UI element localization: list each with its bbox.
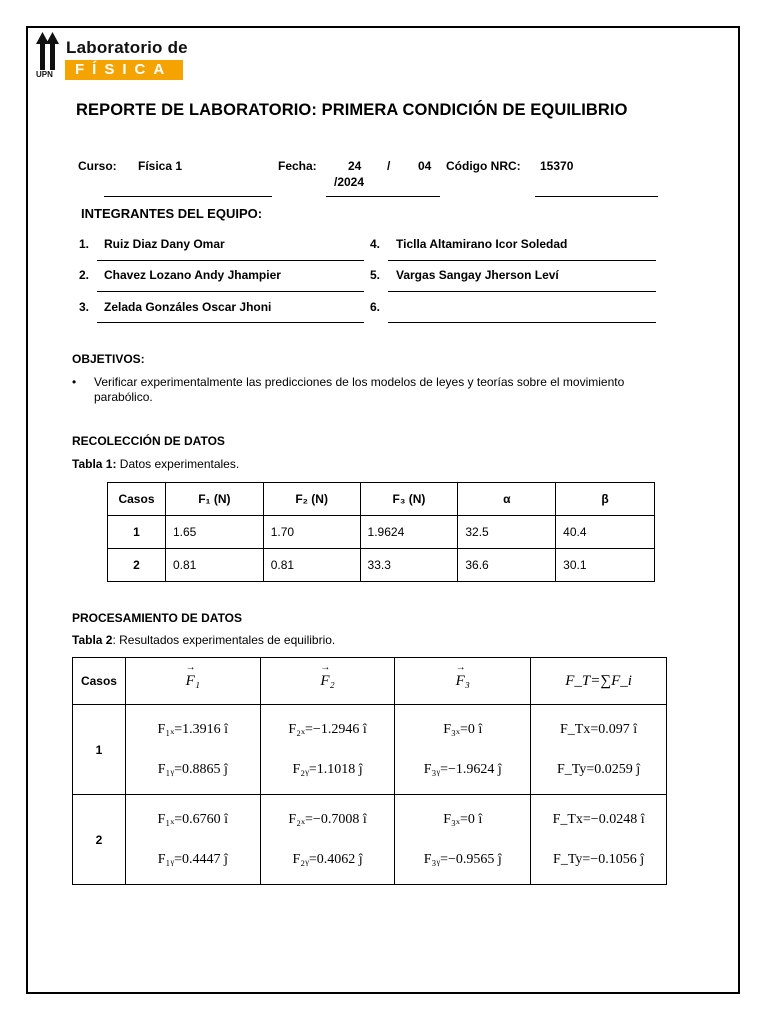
equation: F₃ₓ=0 î [443,721,483,737]
member-name: Vargas Sangay Jherson Leví [396,268,559,282]
data-collection-heading: RECOLECCIÓN DE DATOS [72,434,225,448]
logo-upn-text: UPN [36,70,53,79]
member-num: 4. [370,237,381,251]
equation: F_Ty=−0.1056 ĵ [553,851,645,867]
table-cell: 33.3 [360,549,458,582]
table-cell [260,705,395,795]
column-header: F₁ (N) [165,483,263,516]
table1-caption [72,457,239,471]
equation: F₂ₓ=−0.7008 î [288,811,367,827]
nrc-label: Código NRC: [446,159,521,173]
equation: F₁ᵧ=0.8865 ĵ [157,761,228,777]
member-name: Ticlla Altamirano Icor Soledad [396,237,568,251]
table-cell: 0.81 [165,549,263,582]
equation: F_Tx=0.097 î [560,721,638,737]
fecha-underline [326,196,440,197]
table-row [108,516,655,549]
f1-vector-header: → F₁ [186,673,200,690]
table-cell [260,795,395,885]
member-name: Ruiz Diaz Dany Omar [104,237,225,251]
column-header: F₂ (N) [263,483,360,516]
member-num: 3. [79,300,90,314]
member-num: 5. [370,268,381,282]
table-cell [531,705,667,795]
curso-underline [104,196,272,197]
equation: F_Tx=−0.0248 î [552,811,645,827]
table-cell [125,705,260,795]
logo-fisica-text: FÍSICA [75,61,173,78]
equation: F₁ₓ=1.3916 î [157,721,229,737]
curso-value: Física 1 [138,159,183,173]
table1-caption-text: Datos experimentales. [116,457,240,471]
table-cell: 1.9624 [360,516,458,549]
table-row [108,549,655,582]
f2-vector-header: → F₂ [320,673,334,690]
table1-caption-bold: Tabla 1: [72,457,117,471]
table-cell: 2 [73,795,126,885]
member-underline [97,291,364,292]
curso-label: Curso: [78,159,117,173]
objective-line: parabólico. [94,390,153,404]
table-cell: 32.5 [458,516,556,549]
equation: F_Ty=0.0259 ĵ [557,761,641,777]
table-cell: 40.4 [556,516,655,549]
column-header: F₃ (N) [360,483,458,516]
equation: F₁ₓ=0.6760 î [157,811,229,827]
equation: F₂ₓ=−1.2946 î [288,721,367,737]
fecha-year: /2024 [334,175,365,189]
table2-caption-text: : Resultados experimentales de equilibrio. [112,633,336,647]
table-2 [72,657,667,885]
table-cell [395,795,531,885]
ft-sum-header: F_T=∑F_i [565,672,632,689]
member-num: 1. [79,237,90,251]
fecha-sep: / [387,159,391,173]
equation: F₃ᵧ=−1.9624 ĵ [423,761,502,777]
member-name: Chavez Lozano Andy Jhampier [104,268,281,282]
fecha-month: 04 [418,159,432,173]
column-header: β [556,483,655,516]
member-underline [388,291,656,292]
table-cell: 1 [108,516,166,549]
column-header: Casos [108,483,166,516]
equation: F₃ᵧ=−0.9565 ĵ [423,851,502,867]
equation: F₂ᵧ=0.4062 ĵ [292,851,363,867]
column-header [531,658,667,705]
table-cell: 1 [73,705,126,795]
equation: F₁ᵧ=0.4447 ĵ [157,851,228,867]
table-header-row [108,483,655,516]
objective-bullet: • [72,375,77,389]
nrc-underline [535,196,658,197]
fecha-label: Fecha: [278,159,317,173]
column-header [260,658,395,705]
nrc-value: 15370 [540,159,574,173]
table-cell: 2 [108,549,166,582]
table2-caption [72,633,335,647]
member-underline [97,322,364,323]
table-row [73,795,667,885]
member-underline [388,322,656,323]
fecha-day: 24 [348,159,362,173]
table-cell: 36.6 [458,549,556,582]
table-cell: 0.81 [263,549,360,582]
equation: F₂ᵧ=1.1018 ĵ [292,761,363,777]
table-row [73,705,667,795]
member-name: Zelada Gonzáles Oscar Jhoni [104,300,272,314]
column-header [395,658,531,705]
objective-line: Verificar experimentalmente las predicciones de los modelos de leyes y teorías sobre el movimiento [94,375,625,389]
table-header-row [73,658,667,705]
column-header [125,658,260,705]
member-num: 2. [79,268,90,282]
table-cell [531,795,667,885]
member-num: 6. [370,300,381,314]
table-cell: 30.1 [556,549,655,582]
processing-heading: PROCESAMIENTO DE DATOS [72,611,243,625]
member-underline [388,260,656,261]
objectives-heading: OBJETIVOS: [72,352,145,366]
table-cell: 1.70 [263,516,360,549]
logo-laboratorio-text: Laboratorio de [66,38,188,57]
column-header: α [458,483,556,516]
team-heading: INTEGRANTES DEL EQUIPO: [81,206,263,221]
table-cell [395,705,531,795]
table2-caption-bold: Tabla 2 [72,633,113,647]
report-page [26,26,740,994]
equation: F₃ₓ=0 î [443,811,483,827]
report-title: REPORTE DE LABORATORIO: PRIMERA CONDICIÓN DE EQUILIBRIO [76,101,628,119]
member-underline [97,260,364,261]
column-header: Casos [73,658,126,705]
f3-vector-header: → F₃ [456,673,470,690]
table-cell [125,795,260,885]
table-1 [107,482,655,582]
table-cell: 1.65 [165,516,263,549]
